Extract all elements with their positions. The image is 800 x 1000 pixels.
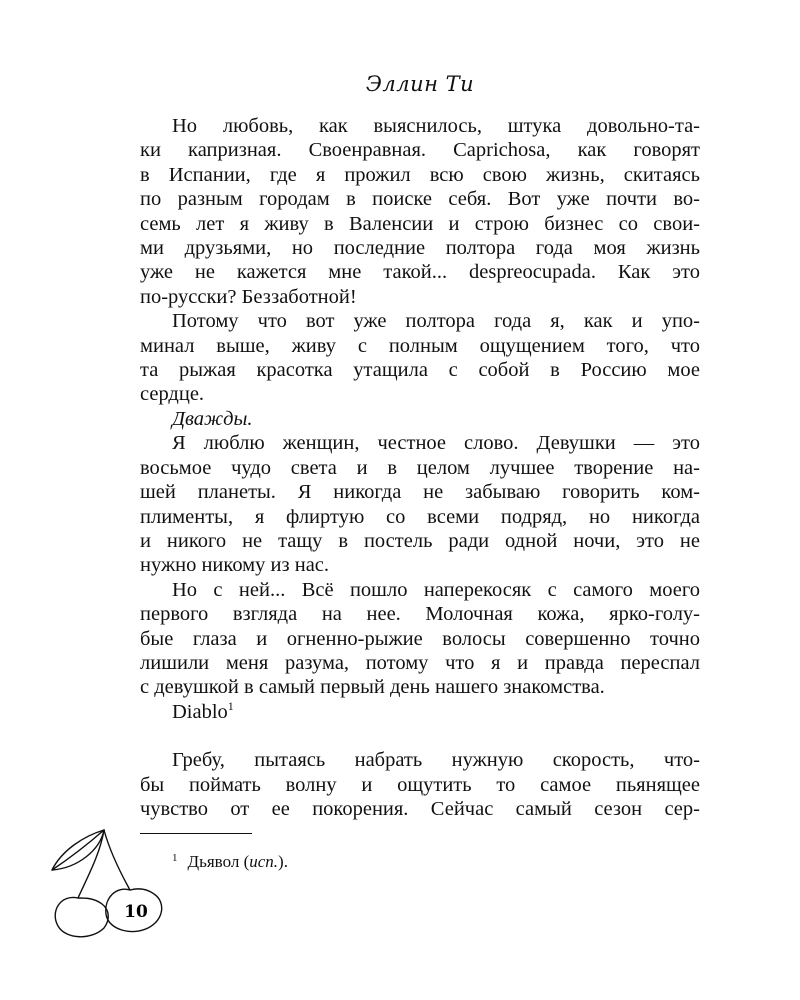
text-line: плименты, я флиртую со всеми подряд, но никогда (140, 505, 700, 528)
text-line: шей планеты. Я никогда не забываю говорить ком- (140, 481, 700, 504)
paragraph-5 (140, 578, 700, 700)
text-line: первого взгляда на нее. Молочная кожа, ярко-голу- (140, 603, 700, 626)
footnote-mark: 1 (172, 852, 178, 864)
text-line: Я люблю женщин, честное слово. Девушки — это (172, 432, 700, 455)
text-line: чувство от ее покорения. Сейчас самый сезон сер- (140, 797, 700, 820)
running-head: Эллин Ти (365, 72, 475, 96)
text-line: по-русски? Беззаботной! (140, 285, 357, 308)
footnoted-word: Diablo (172, 700, 228, 723)
paragraph-2 (140, 309, 700, 407)
text-line: с девушкой в самый первый день нашего знакомства. (140, 676, 605, 699)
text-line: та рыжая красотка утащила с собой в Россию мое (140, 359, 700, 382)
footnote (172, 847, 288, 873)
paragraph-4 (140, 431, 700, 577)
text-line: сердце. (140, 383, 205, 406)
text-line: семь лет я живу в Валенсии и строю бизнес со свои- (140, 212, 700, 235)
text-line: минал выше, живу с полным ощущением того, что (140, 334, 700, 357)
cherry-icon (48, 824, 178, 950)
text-line: по разным городам в поиске себя. Вот уже почти во- (140, 188, 700, 211)
paragraph-7 (140, 748, 700, 821)
footnote-text-end: ). (278, 852, 288, 871)
text-line: нужно никому из нас. (140, 554, 330, 577)
paragraph-6 (140, 700, 700, 724)
text-body (140, 114, 700, 821)
footnote-abbreviation: исп. (249, 852, 279, 871)
page-number: 10 (124, 902, 148, 922)
text-line: ки капризная. Своенравная. Caprichosa, как говорят (140, 139, 700, 162)
text-line: ми друзьями, но последние полтора года моя жизнь (140, 237, 700, 260)
text-line (140, 700, 700, 724)
footnote-reference[interactable]: 1 (227, 698, 234, 713)
paragraph-3 (140, 407, 700, 431)
text-line: Потому что вот уже полтора года я, как и упо- (172, 310, 700, 333)
paragraph-1 (140, 114, 700, 309)
footnote-text: Дьявол ( (187, 852, 250, 871)
text-line: Но любовь, как выяснилось, штука довольно-та- (172, 115, 700, 137)
text-line: лишили меня разума, потому что я и правда переспал (140, 651, 700, 674)
text-line: бые глаза и огненно-рыжие волосы совершенно точно (140, 627, 700, 650)
scene-break (140, 724, 700, 748)
text-line: уже не кажется мне такой... despreocupada. Как это (140, 261, 700, 284)
text-line: в Испании, где я прожил всю свою жизнь, скитаясь (140, 163, 700, 186)
text-line: Дважды. (172, 407, 253, 430)
text-line: Гребу, пытаясь набрать нужную скорость, что- (172, 749, 700, 772)
text-line: Но с ней... Всё пошло наперекосяк с самого моего (172, 578, 700, 601)
text-line: и никого не тащу в постель ради одной ночи, это не (140, 529, 700, 552)
text-line: восьмое чудо света и в целом лучшее творение на- (140, 456, 700, 479)
text-line: бы поймать волну и ощутить то самое пьянящее (140, 773, 700, 796)
